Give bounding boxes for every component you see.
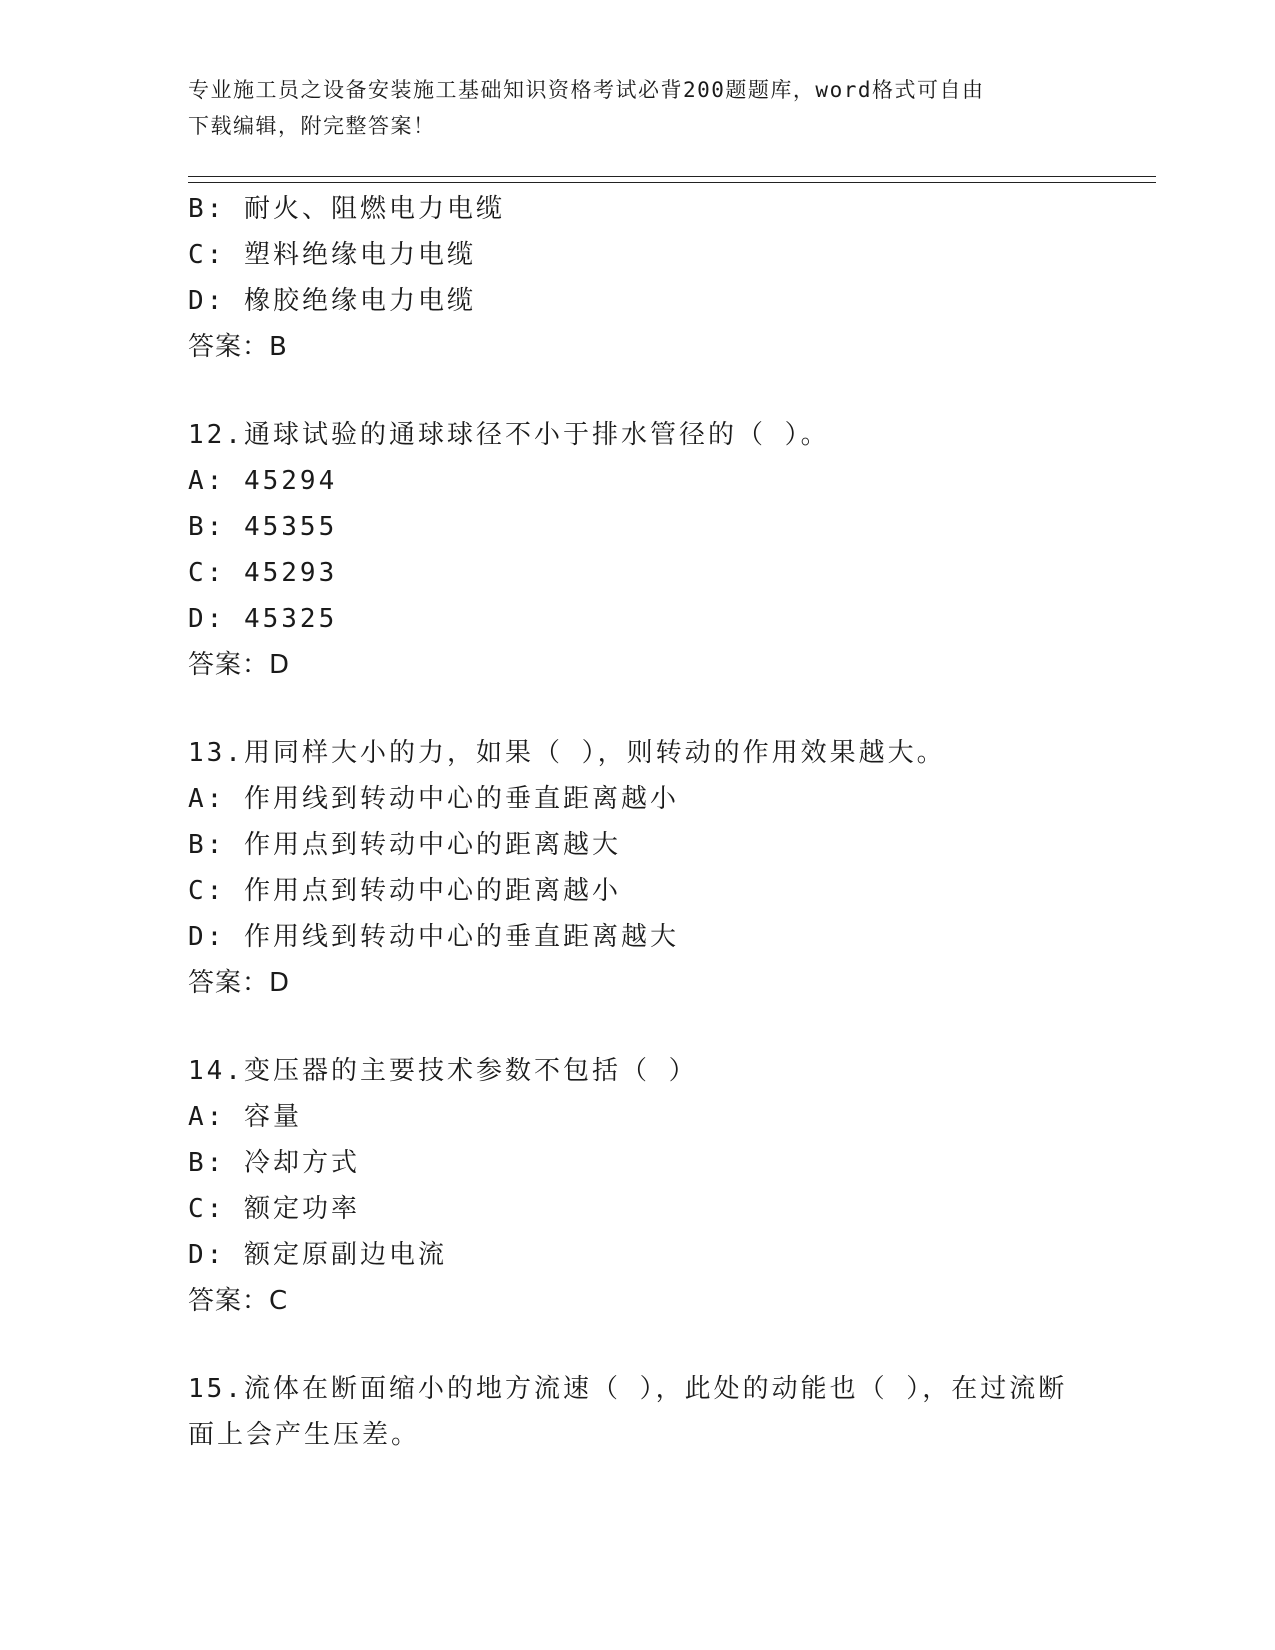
question-text-line-2: 面上会产生压差。 [188, 1420, 421, 1450]
document-header [188, 72, 1088, 144]
option-d: D: 45325 [188, 604, 338, 634]
option-d: D: 橡胶绝缘电力电缆 [188, 286, 476, 316]
answer: 答案：D [188, 968, 291, 998]
spacer [188, 688, 1088, 730]
option-c: C: 45293 [188, 558, 338, 588]
header-title-line-1: 专业施工员之设备安装施工基础知识资格考试必背200题题库，word格式可自由 [188, 78, 985, 102]
question-14 [188, 1048, 1088, 1324]
question-text: 12.通球试验的通球球径不小于排水管径的（ ）。 [188, 420, 830, 450]
option-c: C: 塑料绝缘电力电缆 [188, 240, 476, 270]
question-13 [188, 730, 1088, 1006]
spacer [188, 370, 1088, 412]
header-divider [188, 176, 1156, 183]
option-b: B: 耐火、阻燃电力电缆 [188, 194, 505, 224]
option-a: A: 作用线到转动中心的垂直距离越小 [188, 784, 679, 814]
option-c: C: 额定功率 [188, 1194, 360, 1224]
option-a: A: 45294 [188, 466, 338, 496]
answer: 答案：D [188, 650, 291, 680]
option-c: C: 作用点到转动中心的距离越小 [188, 876, 621, 906]
option-a: A: 容量 [188, 1102, 302, 1132]
option-d: D: 作用线到转动中心的垂直距离越大 [188, 922, 679, 952]
question-list [188, 186, 1088, 1458]
answer: 答案：B [188, 332, 288, 362]
header-title-line-2: 下载编辑，附完整答案！ [188, 114, 436, 138]
option-b: B: 作用点到转动中心的距离越大 [188, 830, 621, 860]
question-11 [188, 186, 1088, 370]
option-b: B: 45355 [188, 512, 338, 542]
spacer [188, 1006, 1088, 1048]
spacer [188, 1324, 1088, 1366]
answer: 答案：C [188, 1286, 289, 1316]
question-text: 13.用同样大小的力，如果（ ），则转动的作用效果越大。 [188, 738, 946, 768]
question-12 [188, 412, 1088, 688]
question-15 [188, 1366, 1088, 1458]
question-text: 14.变压器的主要技术参数不包括（ ） [188, 1056, 698, 1086]
option-d: D: 额定原副边电流 [188, 1240, 447, 1270]
option-b: B: 冷却方式 [188, 1148, 360, 1178]
question-text-line-1: 15.流体在断面缩小的地方流速（ ），此处的动能也（ ），在过流断 [188, 1374, 1068, 1404]
